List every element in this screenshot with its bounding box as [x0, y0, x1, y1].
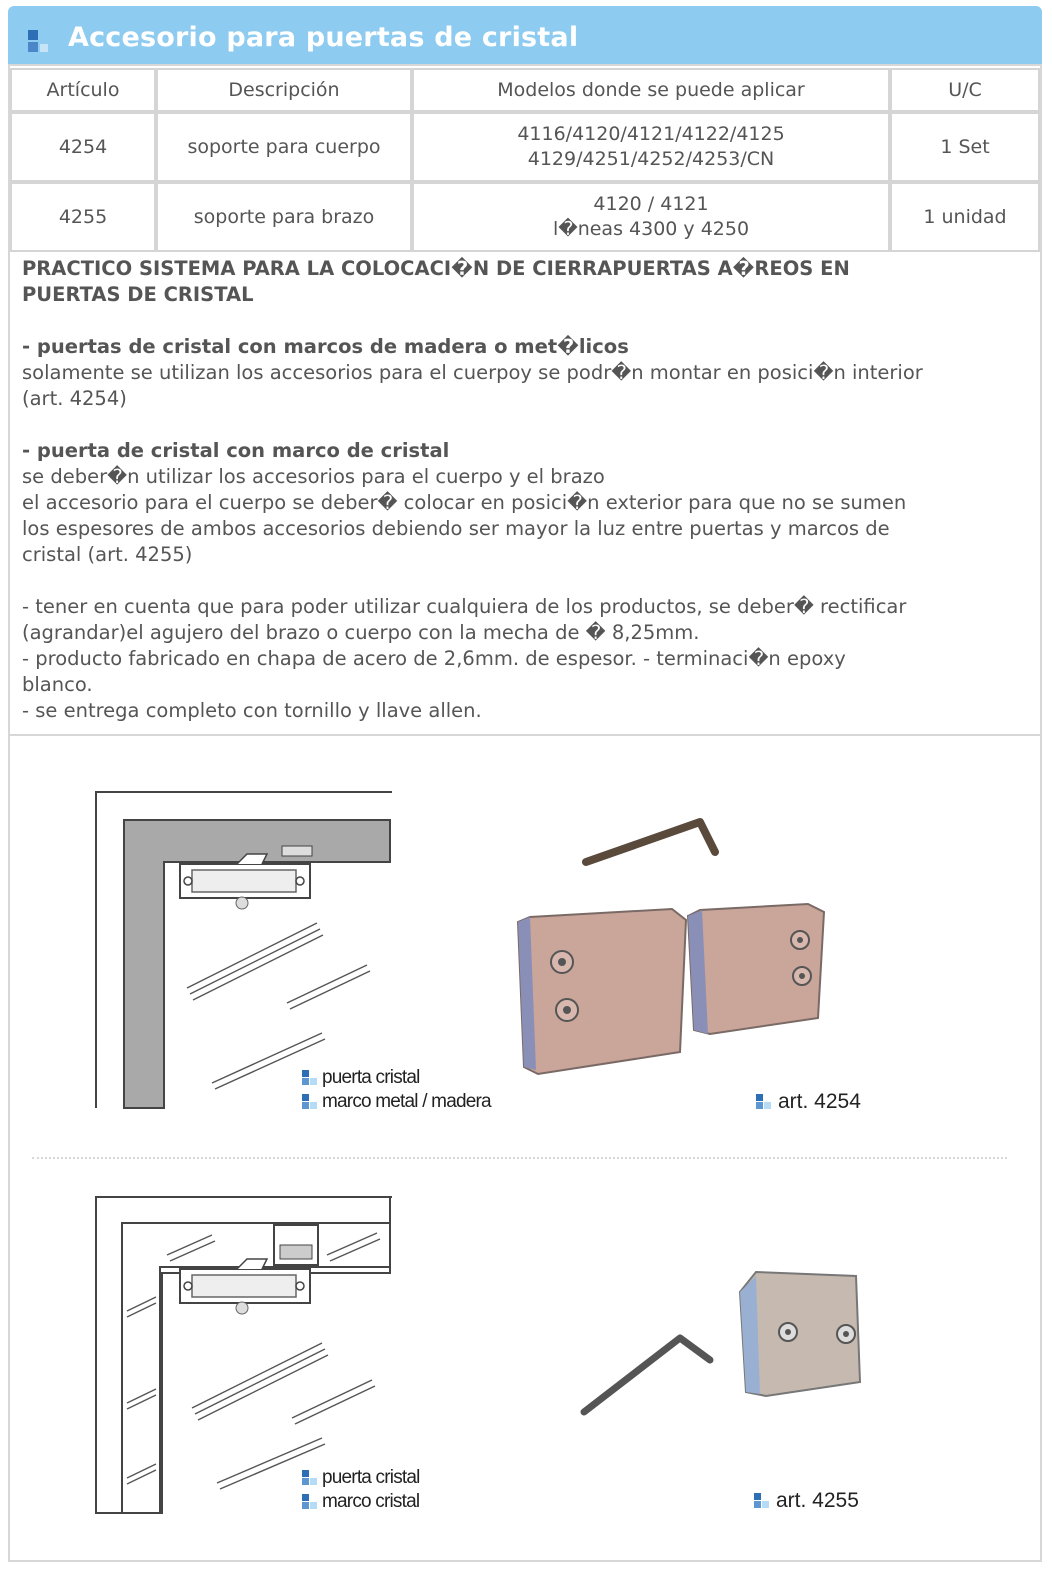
figure-divider	[32, 1157, 1007, 1159]
bullet-icon	[754, 1493, 770, 1509]
note-line: - tener en cuenta que para poder utilizar cualquiera de los productos, se deber� rectificar	[22, 595, 907, 618]
subsection-title: - puertas de cristal con marcos de madera o met�licos	[22, 335, 629, 358]
col-header-modelos: Modelos donde se puede aplicar	[412, 68, 890, 112]
article-label	[756, 1090, 861, 1114]
bullet-icon	[302, 1070, 318, 1086]
description-block	[22, 256, 1027, 724]
spec-table	[10, 68, 1040, 252]
bullet-icon	[302, 1094, 318, 1110]
paragraph-line: (art. 4254)	[22, 387, 127, 410]
paragraph-line: solamente se utilizan los accesorios para el cuerpoy se podr�n montar en posici�n interior	[22, 361, 923, 384]
description-heading: PRACTICO SISTEMA PARA LA COLOCACI�N DE CIERRAPUERTAS A�REOS EN	[22, 257, 850, 280]
cell-modelos-line: 4129/4251/4252/4253/CN	[527, 148, 775, 170]
table-row	[10, 182, 1040, 252]
subsection-title: - puerta de cristal con marco de cristal	[22, 439, 450, 462]
cell-articulo: 4254	[10, 112, 156, 182]
article-label-text: art. 4254	[778, 1090, 861, 1113]
cell-uc: 1 unidad	[890, 182, 1040, 252]
caption-line: marco cristal	[322, 1491, 420, 1512]
caption-line: puerta cristal	[322, 1467, 420, 1488]
door-frame-diagram-metal	[92, 788, 397, 1113]
cell-modelos-line: 4120 / 4121	[593, 193, 709, 215]
bullet-icon	[302, 1494, 318, 1510]
caption-line: puerta cristal	[322, 1067, 420, 1088]
col-header-uc: U/C	[890, 68, 1040, 112]
section-title: Accesorio para puertas de cristal	[68, 22, 579, 53]
bullet-icon	[302, 1470, 318, 1486]
paragraph-line: el accesorio para el cuerpo se deber� colocar en posici�n exterior para que no se sumen	[22, 491, 907, 514]
cell-descripcion: soporte para brazo	[156, 182, 412, 252]
note-line: - producto fabricado en chapa de acero de 2,6mm. de espesor. - terminaci�n epoxy	[22, 647, 846, 670]
paragraph-line: cristal (art. 4255)	[22, 543, 193, 566]
product-photo-4255	[570, 1262, 880, 1452]
table-row	[10, 112, 1040, 182]
section-divider	[10, 734, 1040, 736]
caption-line: marco metal / madera	[322, 1091, 491, 1112]
article-label-text: art. 4255	[776, 1489, 859, 1512]
note-line: blanco.	[22, 673, 93, 696]
figure-caption	[302, 1466, 420, 1514]
table-header-row	[10, 68, 1040, 112]
product-photo-4254	[510, 812, 840, 1082]
cell-descripcion: soporte para cuerpo	[156, 112, 412, 182]
bullet-icon	[756, 1094, 772, 1110]
paragraph-line: se deber�n utilizar los accesorios para el cuerpo y el brazo	[22, 465, 605, 488]
section-header	[8, 6, 1042, 64]
article-label	[754, 1489, 859, 1513]
col-header-descripcion: Descripción	[156, 68, 412, 112]
cell-modelos-line: l�neas 4300 y 4250	[552, 218, 750, 240]
description-heading: PUERTAS DE CRISTAL	[22, 283, 254, 306]
note-line: - se entrega completo con tornillo y llave allen.	[22, 699, 482, 722]
section-logo-icon	[28, 30, 54, 56]
cell-modelos	[412, 182, 890, 252]
note-line: (agrandar)el agujero del brazo o cuerpo con la mecha de � 8,25mm.	[22, 621, 700, 644]
cell-uc: 1 Set	[890, 112, 1040, 182]
cell-modelos	[412, 112, 890, 182]
cell-articulo: 4255	[10, 182, 156, 252]
col-header-articulo: Artículo	[10, 68, 156, 112]
cell-modelos-line: 4116/4120/4121/4122/4125	[517, 123, 785, 145]
paragraph-line: los espesores de ambos accesorios debiendo ser mayor la luz entre puertas y marcos de	[22, 517, 890, 540]
figure-caption	[302, 1066, 491, 1114]
